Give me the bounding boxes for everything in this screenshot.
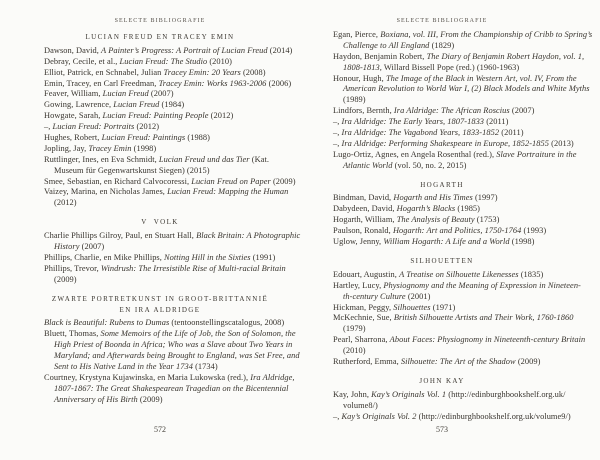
text-segment: (1989) bbox=[343, 95, 366, 105]
text-segment: Lugo-Ortiz, Agnes, en Angela Rosenthal (red.), bbox=[333, 149, 497, 159]
bib-entry-line bbox=[44, 395, 276, 406]
text-segment: History bbox=[54, 242, 80, 252]
text-segment: (2011) bbox=[499, 128, 524, 138]
section-heading-line: SILHOUETTEN bbox=[410, 256, 474, 265]
bib-entry-line bbox=[44, 166, 276, 177]
text-segment: Kay, John, bbox=[333, 389, 372, 399]
text-segment: Phillips, Charlie, en Mike Phillips, bbox=[44, 252, 165, 262]
text-segment: Smee, Sebastian, en Richard Calvocoressi, bbox=[44, 176, 192, 186]
bib-entry-line bbox=[333, 204, 551, 215]
text-segment: Bindman, David, bbox=[333, 193, 394, 203]
text-segment: Silhouettes bbox=[393, 302, 431, 312]
section-heading bbox=[333, 376, 551, 387]
bib-entry-line bbox=[333, 30, 593, 41]
text-segment: Ira Aldridge, bbox=[250, 372, 295, 382]
text-segment: Debray, Cecile, et al., bbox=[44, 56, 120, 66]
text-segment: (1997) bbox=[472, 193, 498, 203]
text-segment: Anniversary of His Birth bbox=[54, 394, 138, 404]
text-segment: Paulson, Ronald, bbox=[333, 226, 393, 236]
bib-entry-line bbox=[44, 362, 276, 373]
bib-entry-line bbox=[44, 351, 300, 362]
bib-entry-line bbox=[44, 45, 293, 57]
page-number-left: 572 bbox=[154, 425, 166, 434]
bibliography-section bbox=[44, 32, 296, 209]
text-segment: (2007) bbox=[79, 242, 105, 252]
bib-entry-line bbox=[44, 242, 276, 253]
bib-entry-line bbox=[44, 340, 293, 351]
bib-entry-line bbox=[333, 324, 551, 335]
text-segment: Black Britain: A Photographic bbox=[196, 231, 301, 241]
bib-entry-line bbox=[333, 313, 574, 324]
text-segment: (tentoonstellingscatalogus, 2008) bbox=[169, 318, 285, 328]
text-segment: Howgate, Sarah, bbox=[44, 111, 103, 121]
bib-entry-line bbox=[333, 95, 551, 106]
text-segment: Some Memoirs of the Life of Job, the Son of Solomon, the bbox=[100, 329, 296, 339]
text-segment: Lucian Freud: Mapping the Human bbox=[167, 187, 289, 197]
text-segment: (2009) bbox=[515, 356, 541, 366]
bib-entry-line bbox=[44, 68, 276, 79]
text-segment: Elliot, Patrick, en Schnabel, Julian bbox=[44, 67, 164, 77]
text-segment: (2009) bbox=[137, 394, 163, 404]
text-segment: Lucian Freud und das Tier bbox=[158, 154, 250, 164]
text-segment: , Willard Bissell Pope (red.) (1960-1963) bbox=[379, 62, 520, 72]
text-segment: Edouart, Augustin, bbox=[333, 269, 400, 279]
bibliography-right bbox=[333, 30, 593, 422]
page-number-right: 573 bbox=[436, 425, 448, 434]
text-segment: Dabydeen, David, bbox=[333, 204, 397, 214]
text-segment: Emin, Tracey, en Carl Freedman, bbox=[44, 78, 159, 88]
bib-entry-line bbox=[44, 176, 296, 188]
text-segment: 1808-1813 bbox=[343, 62, 380, 72]
bib-entry-line bbox=[333, 292, 551, 303]
text-segment: Ira Aldridge: The Early Years, 1807-1833 bbox=[341, 117, 485, 127]
bib-entry-line bbox=[44, 275, 276, 286]
text-segment: Hogarth’s Blacks bbox=[396, 204, 456, 214]
section-heading-line: V VOLK bbox=[141, 218, 179, 227]
text-segment: The Diary of Benjamin Robert Haydon, vol. 1, bbox=[426, 51, 585, 61]
text-segment: Charlie Phillips Gilroy, Paul, en Stuart Hall, bbox=[44, 231, 197, 241]
bib-entry-line bbox=[333, 346, 551, 357]
bib-entry-line bbox=[333, 237, 551, 248]
bib-entry-line bbox=[333, 357, 551, 368]
text-segment: High Priest of Boonda in Africa; Who was a Slave about Two Years in bbox=[54, 340, 293, 350]
running-head-right: SELECTE BIBLIOGRAFIE bbox=[396, 18, 488, 24]
text-segment: Boxiana, vol. III, From the Championship of Cribb to Spring’s bbox=[380, 30, 593, 39]
text-segment: Rutherford, Emma, bbox=[333, 356, 401, 366]
text-segment: Tracey Emin bbox=[88, 143, 132, 153]
bib-entry-line bbox=[333, 138, 574, 150]
text-segment: –, bbox=[333, 411, 342, 421]
bib-entry-line bbox=[44, 155, 276, 166]
bib-entry-line bbox=[333, 411, 571, 423]
text-segment: A Treatise on Silhouette Likenesses bbox=[399, 269, 519, 279]
bibliography-section bbox=[333, 376, 571, 423]
text-segment: Slave Portraiture in the bbox=[496, 149, 577, 159]
text-segment: (2001) bbox=[405, 291, 431, 301]
bib-entry-line bbox=[333, 389, 566, 401]
text-segment: Sent to His Native Land in the Year 1734 bbox=[54, 362, 193, 371]
text-segment: Kay’s Originals Vol. 1 bbox=[371, 389, 447, 399]
text-segment: Lucian Freud bbox=[113, 100, 160, 110]
bibliography-section bbox=[44, 217, 301, 285]
section-heading bbox=[333, 180, 551, 191]
bib-entry-line bbox=[333, 280, 581, 292]
text-segment: Jopling, Jay, bbox=[44, 143, 89, 153]
text-segment: th-century Culture bbox=[343, 291, 406, 301]
text-segment: –, bbox=[333, 138, 342, 148]
bib-entry-line bbox=[44, 372, 295, 384]
text-segment: –, bbox=[44, 122, 53, 132]
bib-entry-line bbox=[44, 318, 285, 329]
bibliography-section bbox=[44, 294, 300, 406]
text-segment: (1753) bbox=[474, 215, 500, 225]
text-segment: Vaizey, Marina, en Nicholas James, bbox=[44, 187, 168, 197]
text-segment: Uglow, Jenny, bbox=[333, 237, 384, 247]
bib-entry-line bbox=[44, 100, 276, 111]
text-segment: Lindfors, Bernth, bbox=[333, 106, 394, 116]
text-segment: (1991) bbox=[250, 252, 276, 262]
text-segment: (1829) bbox=[429, 40, 455, 50]
bib-entry-line bbox=[44, 78, 292, 90]
text-segment: Hughes, Robert, bbox=[44, 133, 102, 143]
text-segment: Challenge to All England bbox=[343, 40, 430, 50]
text-segment: (1984) bbox=[159, 100, 185, 110]
text-segment: Hartley, Lucy, bbox=[333, 280, 384, 290]
text-segment: William Hogarth: A Life and a World bbox=[383, 237, 510, 247]
section-heading-line: HOGARTH bbox=[420, 180, 464, 189]
text-segment: (Kat. bbox=[249, 154, 269, 164]
text-segment: Hogarth and His Times bbox=[393, 193, 473, 203]
text-segment: (2010) bbox=[343, 346, 366, 356]
bib-entry-line bbox=[333, 73, 577, 85]
text-segment: Courtney, Krystyna Kujawinska, en Maria Lukowska (red.), bbox=[44, 372, 251, 382]
text-segment: Silhouette: The Art of the Shadow bbox=[400, 356, 516, 366]
text-segment: Notting Hill in the Sixties bbox=[164, 252, 251, 262]
bib-entry-line bbox=[333, 41, 551, 52]
text-segment: Lucian Freud on Paper bbox=[191, 176, 271, 186]
text-segment: Bluett, Thomas, bbox=[44, 329, 101, 339]
text-segment: –, bbox=[333, 128, 342, 138]
text-segment: (vol. 50, no. 2, 2015) bbox=[392, 160, 467, 170]
text-segment: Pearl, Sharrona, bbox=[333, 335, 390, 345]
text-segment: Feaver, William, bbox=[44, 89, 103, 99]
text-segment: Hogarth: Art and Politics, 1750-1764 bbox=[392, 226, 522, 236]
bib-entry-line bbox=[333, 215, 551, 226]
bib-entry-line bbox=[44, 263, 286, 275]
text-segment: (2011) bbox=[484, 117, 509, 127]
text-segment: (2012) bbox=[208, 111, 234, 121]
text-segment: (2012) bbox=[54, 198, 77, 208]
text-segment: Gowing, Lawrence, bbox=[44, 100, 114, 110]
text-segment: –, bbox=[333, 117, 342, 127]
text-segment: Lucian Freud: Painting People bbox=[102, 111, 209, 121]
bibliography-section bbox=[333, 180, 551, 248]
text-segment: (2006) bbox=[266, 78, 292, 88]
text-segment: Lucian Freud: Paintings bbox=[101, 133, 186, 143]
text-segment: Lucian Freud: Portraits bbox=[52, 122, 135, 132]
text-segment: About Faces: Physiognomy in Nineteenth-century Britain bbox=[389, 335, 586, 345]
bib-entry-line bbox=[44, 133, 276, 144]
bib-entry-line bbox=[333, 51, 585, 63]
text-segment: (2013) bbox=[549, 138, 574, 148]
text-segment: (1998) bbox=[509, 237, 535, 247]
text-segment: Atlantic World bbox=[343, 160, 393, 170]
text-segment: McKechnie, Sue, bbox=[333, 313, 394, 323]
text-segment: A Painter’s Progress: A Portrait of Lucian Freud bbox=[101, 45, 268, 55]
bib-entry-line bbox=[333, 161, 551, 172]
section-heading bbox=[44, 294, 276, 316]
text-segment: (2012) bbox=[134, 122, 160, 132]
page-left bbox=[44, 0, 301, 460]
bib-entry-line bbox=[44, 57, 276, 68]
text-segment: (1734) bbox=[192, 362, 218, 371]
section-heading-line: EN IRA ALDRIDGE bbox=[119, 305, 201, 314]
bib-entry-line bbox=[44, 89, 276, 100]
text-segment: Kay’s Originals Vol. 2 bbox=[341, 411, 417, 421]
section-heading-line: ZWARTE PORTRETKUNST IN GROOT-BRITTANNIË bbox=[51, 294, 269, 303]
bibliography-section bbox=[333, 30, 593, 172]
text-segment: Egan, Pierce, bbox=[333, 30, 381, 39]
text-segment: (1988) bbox=[185, 133, 210, 143]
bib-entry-line bbox=[333, 84, 590, 95]
text-segment: (2009) bbox=[54, 274, 77, 284]
bib-entry-line bbox=[333, 401, 551, 412]
section-heading bbox=[44, 217, 276, 228]
text-segment: volume8/) bbox=[343, 400, 378, 410]
text-segment: (2008) bbox=[240, 67, 266, 77]
text-segment: Maryland; and Afterwards being Brought to England, was Set Free, and bbox=[54, 351, 300, 361]
bib-entry-line bbox=[333, 63, 551, 74]
section-heading bbox=[333, 256, 551, 267]
bib-entry-line bbox=[333, 193, 551, 204]
bibliography-section bbox=[333, 256, 586, 368]
page-right bbox=[333, 0, 593, 460]
bib-entry-line bbox=[333, 303, 551, 314]
bib-entry-line bbox=[44, 198, 276, 209]
bib-entry-line bbox=[333, 335, 586, 346]
text-segment: Windrush: The Irresistible Rise of Multi-racial Britain bbox=[100, 263, 286, 273]
text-segment: Hogarth, William, bbox=[333, 215, 397, 225]
bib-entry-line bbox=[333, 106, 551, 117]
bib-entry-line bbox=[44, 253, 276, 264]
bib-entry-line bbox=[333, 128, 551, 139]
text-segment: (1985) bbox=[455, 204, 481, 214]
text-segment: Ira Aldridge: Performing Shakespeare in Europe, 1852-1855 bbox=[341, 138, 549, 148]
text-segment: Ira Aldridge: The Vagabond Years, 1833-1852 bbox=[341, 128, 500, 138]
bibliography-left bbox=[44, 32, 301, 406]
text-segment: (1979) bbox=[343, 324, 366, 334]
bib-entry-line bbox=[44, 111, 276, 122]
text-segment: (1998) bbox=[131, 143, 157, 153]
running-head-left: SELECTE BIBLIOGRAFIE bbox=[114, 18, 206, 24]
bib-entry-line bbox=[333, 149, 577, 161]
text-segment: The Image of the Black in Western Art, vol. IV, From the bbox=[385, 73, 577, 83]
bib-entry-line bbox=[44, 144, 276, 155]
text-segment: (1971) bbox=[430, 302, 456, 312]
bib-entry-line bbox=[44, 231, 301, 242]
text-segment: British Silhouette Artists and Their Work, 1760-1860 bbox=[393, 313, 574, 323]
section-heading bbox=[44, 32, 276, 43]
text-segment: Lucian Freud bbox=[102, 89, 149, 99]
text-segment: (1835) bbox=[518, 269, 544, 279]
text-segment: Ira Aldridge: The African Roscius bbox=[393, 106, 510, 116]
text-segment: Physiognomy and the Meaning of Expression in Nineteen- bbox=[383, 280, 581, 290]
text-segment: Ruttlinger, Ines, en Eva Schmidt, bbox=[44, 154, 159, 164]
section-heading-line: JOHN KAY bbox=[419, 376, 465, 385]
text-segment: Honour, Hugh, bbox=[333, 73, 386, 83]
text-segment: Lucian Freud: The Studio bbox=[119, 56, 208, 66]
text-segment: 1807-1867: The Great Shakespearean Tragedian on the Bicentennial bbox=[54, 383, 289, 393]
bib-entry-line bbox=[333, 270, 551, 281]
section-heading-line: LUCIAN FREUD EN TRACEY EMIN bbox=[85, 33, 235, 41]
text-segment: Dawson, David, bbox=[44, 45, 102, 55]
bib-entry-line bbox=[333, 117, 551, 128]
bib-entry-line bbox=[44, 383, 289, 395]
text-segment: (1993) bbox=[521, 226, 547, 236]
text-segment: Black is Beautiful: Rubens to Dumas bbox=[44, 318, 170, 328]
text-segment: Tracey Emin: Works 1963-2006 bbox=[158, 78, 267, 88]
text-segment: American Revolution to World War I, (2) Black Models and White Myths bbox=[343, 84, 590, 94]
text-segment: (2007) bbox=[148, 89, 174, 99]
text-segment: (2007) bbox=[509, 106, 535, 116]
bib-entry-line bbox=[44, 122, 276, 133]
text-segment: (2010) bbox=[207, 56, 232, 66]
text-segment: Phillips, Trevor, bbox=[44, 263, 101, 273]
text-segment: The Analysis of Beauty bbox=[396, 215, 475, 225]
text-segment: Haydon, Benjamin Robert, bbox=[333, 51, 427, 61]
bib-entry-line bbox=[44, 329, 296, 340]
text-segment: Hickman, Peggy, bbox=[333, 302, 394, 312]
bib-entry-line bbox=[333, 226, 551, 237]
text-segment: (2009) bbox=[270, 176, 296, 186]
text-segment: (http://edinburghbookshelf.org.uk/volume9/) bbox=[416, 411, 571, 421]
text-segment: Museum für Gegenwartskunst Siegen) (2015) bbox=[54, 165, 210, 175]
bib-entry-line bbox=[44, 187, 289, 198]
text-segment: (2014) bbox=[267, 45, 293, 55]
text-segment: Tracey Emin: 20 Years bbox=[163, 67, 241, 77]
text-segment: (http://edinburghbookshelf.org.uk/ bbox=[446, 389, 566, 399]
